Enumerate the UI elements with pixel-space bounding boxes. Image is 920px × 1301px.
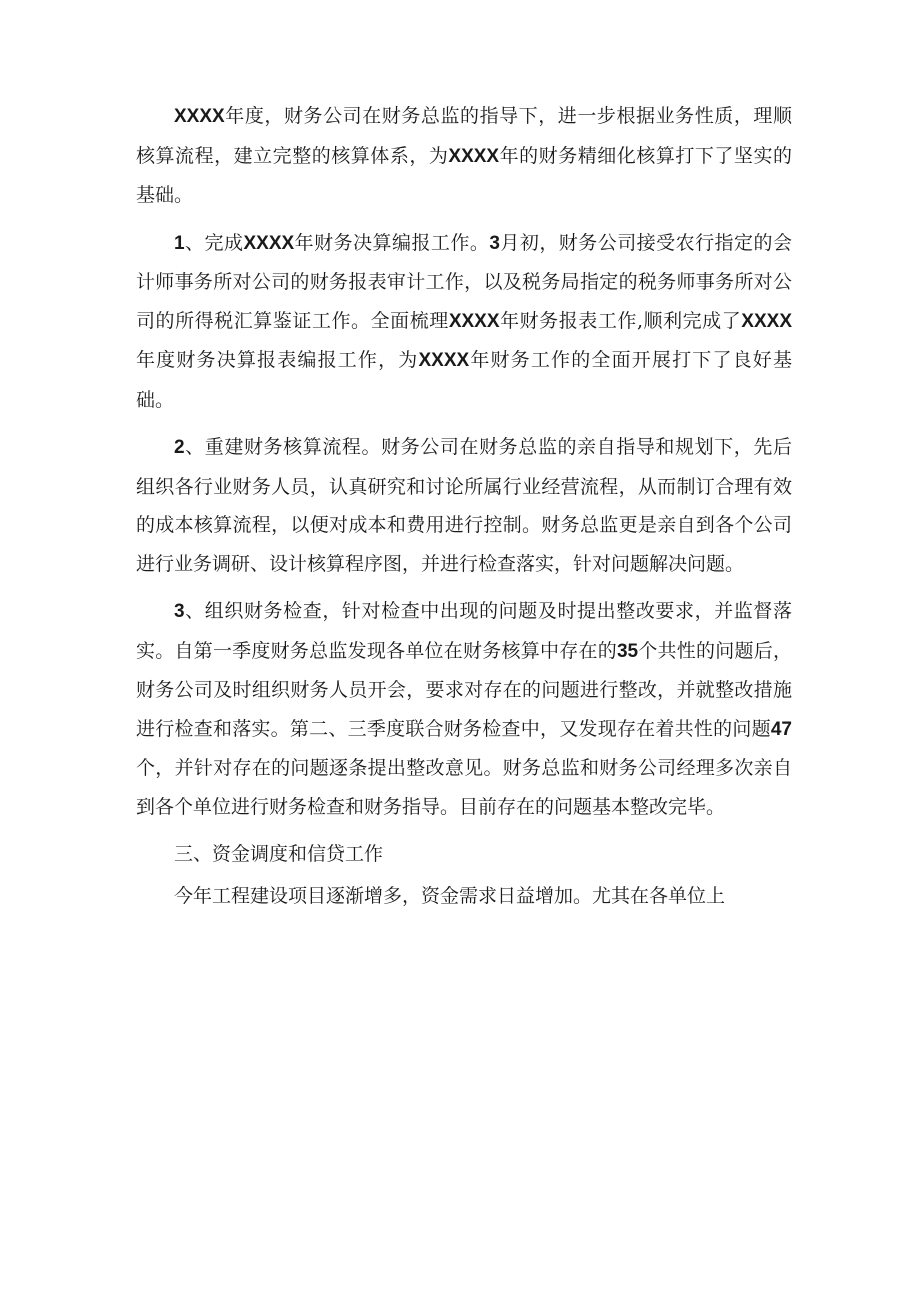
paragraph-item-3: 3、组织财务检查，针对检查中出现的问题及时提出整改要求，并监督落实。自第一季度财务总监发现各单位在财务核算中存在的35个共性的问题后，财务公司及时组织财务人员开会，要求对存在的问题进行整改，并就整改措施进行检查和落实。第二、三季度联合财务检查中，又发现存在着共性的问题47个，并针对存在的问题逐条提出整改意见。财务总监和财务公司经理多次亲自到各个单位进行财务检查和财务指导。目前存在的问题基本整改完毕。 — [136, 600, 792, 818]
paragraph-funding: 今年工程建设项目逐渐增多，资金需求日益增加。尤其在各单位上 — [174, 884, 726, 907]
document-body — [136, 97, 792, 915]
section-heading-funding: 三、资金调度和信贷工作 — [174, 843, 384, 865]
paragraph-item-2: 2、重建财务核算流程。财务公司在财务总监的亲自指导和规划下，先后组织各行业财务人员，认真研究和讨论所属行业经营流程，从而制订合理有效的成本核算流程，以便对成本和费用进行控制。财务总监更是亲自到各个公司进行业务调研、设计核算程序图，并进行检查落实，针对问题解决问题。 — [136, 436, 792, 575]
paragraph-item-1: 1、完成XXXX年财务决算编报工作。3月初，财务公司接受农行指定的会计师事务所对公司的财务报表审计工作，以及税务局指定的税务师事务所对公司的所得税汇算鉴证工作。全面梳理XXXX年财务报表工作,顺利完成了XXXX年度财务决算报表编报工作，为XXXX年财务工作的全面开展打下了良好基础。 — [136, 231, 792, 411]
paragraph-intro: XXXX年度，财务公司在财务总监的指导下，进一步根据业务性质，理顺核算流程，建立完整的核算体系，为XXXX年的财务精细化核算打下了坚实的基础。 — [136, 105, 792, 206]
